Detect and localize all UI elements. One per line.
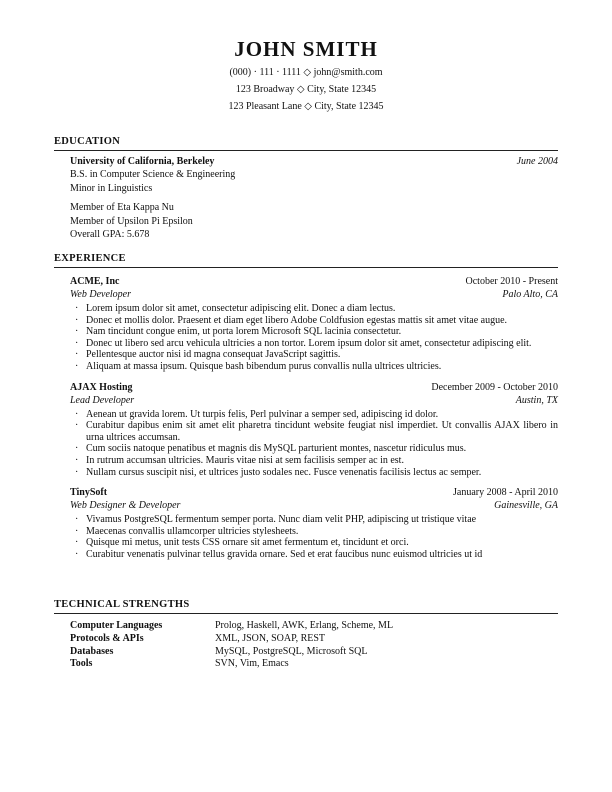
skill-row xyxy=(70,646,558,659)
job-role: Web Developer xyxy=(70,289,131,300)
bullet-dot: · xyxy=(75,420,79,432)
bullet-item xyxy=(70,420,558,443)
job-bullets xyxy=(70,303,558,373)
company-name: ACME, Inc xyxy=(70,276,120,287)
job-entry xyxy=(70,275,558,373)
skills-section xyxy=(54,598,558,671)
job-entry xyxy=(70,381,558,479)
bullet-text: Vivamus PostgreSQL fermentum semper porta. Nunc diam velit PHP, adipiscing ut tristique vitae xyxy=(86,514,477,526)
bullet-item xyxy=(70,537,558,549)
bullet-item xyxy=(70,514,558,526)
skill-row xyxy=(70,658,558,671)
bullet-item xyxy=(70,409,558,421)
experience-body xyxy=(54,275,558,561)
bullet-item xyxy=(70,338,558,350)
contact-address-1: 123 Broadway ◇ City, State 12345 xyxy=(235,84,377,95)
bullet-dot: · xyxy=(75,360,79,372)
contact-address-2: 123 Pleasant Lane ◇ City, State 12345 xyxy=(228,101,384,112)
contact-phone-email: (000) · 111 · 1111 ◇ john@smith.com xyxy=(229,67,383,78)
bullet-text: Aenean ut gravida lorem. Ut turpis felis, Perl pulvinar a semper sed, adipiscing id dolor. xyxy=(86,408,439,420)
bullet-item xyxy=(70,315,558,327)
job-role-row xyxy=(70,394,558,407)
skills-table xyxy=(54,620,558,671)
bullet-text: Aliquam at massa ipsum. Quisque bash bibendum purus convallis nulla ultrices ultricies. xyxy=(86,360,442,372)
bullet-dot: · xyxy=(75,537,79,549)
experience-heading: EXPERIENCE xyxy=(54,252,558,268)
bullet-item xyxy=(70,455,558,467)
minor: Minor in Linguistics xyxy=(70,182,153,194)
education-body xyxy=(54,155,558,242)
bullet-item xyxy=(70,349,558,361)
skill-category: Protocols & APIs xyxy=(70,632,144,644)
job-role: Lead Developer xyxy=(70,394,135,406)
bullet-item xyxy=(70,443,558,455)
bullet-dot: · xyxy=(75,349,79,361)
bullet-item xyxy=(70,467,558,479)
bullet-text: Donec et mollis dolor. Praesent et diam eget libero Adobe Coldfusion egestas mattis sit amet vitae augue. xyxy=(86,314,508,326)
job-location: Palo Alto, CA xyxy=(502,289,558,300)
bullet-dot: · xyxy=(75,466,79,478)
bullet-item xyxy=(70,326,558,338)
company-name: AJAX Hosting xyxy=(70,381,133,393)
job-role-row xyxy=(70,499,558,512)
skills-heading: TECHNICAL STRENGTHS xyxy=(54,598,558,614)
membership-2: Member of Upsilon Pi Epsilon xyxy=(70,215,193,227)
job-location: Gainesville, GA xyxy=(494,500,558,512)
bullet-text: Lorem ipsum dolor sit amet, consectetur adipiscing elit. Donec a diam lectus. xyxy=(86,303,396,314)
bullet-item xyxy=(70,303,558,315)
bullet-text: Curabitur venenatis pulvinar tellus gravida ornare. Sed et erat faucibus nunc euismod ultricies ut id xyxy=(86,548,483,560)
education-heading: EDUCATION xyxy=(54,135,558,151)
bullet-dot: · xyxy=(75,314,79,326)
bullet-dot: · xyxy=(75,337,79,349)
job-bullets xyxy=(70,514,558,560)
bullet-dot: · xyxy=(75,303,79,314)
bullet-text: In rutrum accumsan ultricies. Mauris vitae nisi at sem facilisis semper ac in est. xyxy=(86,454,404,466)
bullet-text: Cum sociis natoque penatibus et magnis dis MySQL parturient montes, nascetur ridiculus mus. xyxy=(86,443,467,455)
bullet-dot: · xyxy=(75,408,79,420)
bullet-text: Pellentesque auctor nisi id magna consequat JavaScript sagittis. xyxy=(86,349,341,361)
bullet-text: Maecenas convallis ullamcorper ultricies stylesheets. xyxy=(86,525,299,537)
skill-category: Databases xyxy=(70,645,114,657)
bullet-dot: · xyxy=(75,326,79,338)
job-bullets xyxy=(70,409,558,479)
job-location: Austin, TX xyxy=(515,394,558,406)
bullet-text: Quisque mi metus, unit tests CSS ornare sit amet fermentum et, tincidunt et orci. xyxy=(86,537,409,549)
gpa: Overall GPA: 5.678 xyxy=(70,229,150,240)
job-dates: December 2009 - October 2010 xyxy=(431,381,558,393)
job-dates: January 2008 - April 2010 xyxy=(453,487,558,499)
job-role-row xyxy=(70,288,558,301)
skill-category: Tools xyxy=(70,658,93,670)
membership-1: Member of Eta Kappa Nu xyxy=(70,202,174,213)
bullet-dot: · xyxy=(75,454,79,466)
candidate-name: JOHN SMITH xyxy=(234,37,378,61)
bullet-item xyxy=(70,526,558,538)
job-header-row xyxy=(70,381,558,394)
bullet-dot: · xyxy=(75,525,79,537)
degree: B.S. in Computer Science & Engineering xyxy=(70,169,236,180)
skill-values: XML, JSON, SOAP, REST xyxy=(215,632,326,644)
job-role: Web Designer & Developer xyxy=(70,500,181,512)
job-dates: October 2010 - Present xyxy=(465,276,558,287)
bullet-dot: · xyxy=(75,548,79,560)
bullet-text: Nam tincidunt congue enim, ut porta lorem Microsoft SQL lacinia consectetur. xyxy=(86,326,402,338)
job-entry xyxy=(70,486,558,560)
skill-row xyxy=(70,633,558,646)
resume-header xyxy=(0,34,612,115)
graduation-date: June 2004 xyxy=(516,156,558,167)
bullet-text: Donec ut libero sed arcu vehicula ultricies a non tortor. Lorem ipsum dolor sit amet, consectetur adipiscing elit. xyxy=(86,337,532,349)
school-name: University of California, Berkeley xyxy=(70,156,215,167)
education-school-row xyxy=(70,155,558,168)
bullet-dot: · xyxy=(75,514,79,526)
experience-section xyxy=(54,252,558,561)
bullet-item xyxy=(70,549,558,561)
company-name: TinySoft xyxy=(70,487,108,499)
job-header-row xyxy=(70,486,558,499)
bullet-dot: · xyxy=(75,443,79,455)
bullet-text: Nullam cursus suscipit nisi, et ultrices justo sodales nec. Fusce venenatis facilisis lectus ac semper. xyxy=(86,466,482,478)
skill-row xyxy=(70,620,558,633)
skill-values: MySQL, PostgreSQL, Microsoft SQL xyxy=(215,645,368,657)
skill-category: Computer Languages xyxy=(70,620,163,631)
bullet-text: Curabitur dapibus enim sit amet elit pharetra tincidunt website feugiat nisl imperdiet. Ut convallis AJAX libero in urna ultrices accumsan. xyxy=(86,420,558,443)
bullet-item xyxy=(70,361,558,373)
job-header-row xyxy=(70,275,558,288)
education-section xyxy=(54,135,558,242)
skill-values: Prolog, Haskell, AWK, Erlang, Scheme, ML xyxy=(215,620,394,631)
skill-values: SVN, Vim, Emacs xyxy=(215,658,289,670)
